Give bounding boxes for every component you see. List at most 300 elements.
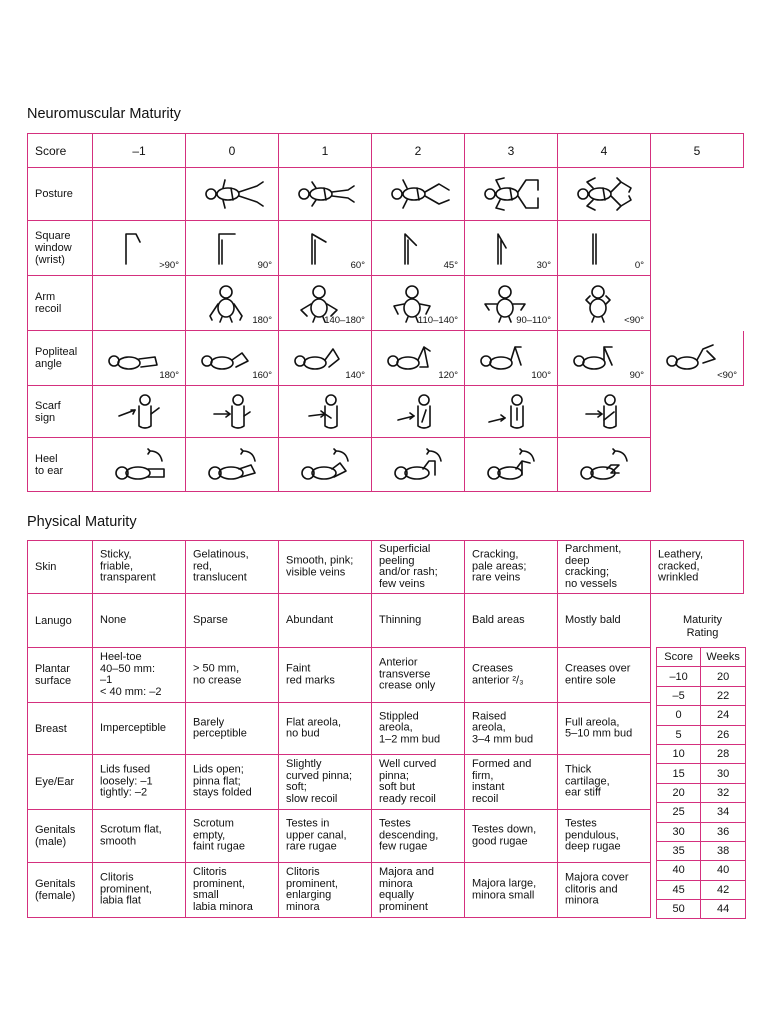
physical-row-label-cell	[27, 810, 93, 863]
maturity-header-cell: Score	[657, 648, 701, 667]
neuromuscular-table	[27, 133, 744, 492]
neuro-row-label: Square window (wrist)	[35, 230, 72, 266]
physical-cell	[465, 703, 558, 755]
figure-wrap	[482, 447, 540, 483]
physical-cell	[372, 594, 465, 648]
physical-cell-text: Testes in upper canal, rare rugae	[286, 817, 347, 853]
neuro-cell	[186, 438, 279, 492]
physical-row-label-cell	[27, 755, 93, 810]
posture-3-icon	[476, 176, 546, 212]
heel-to-ear-icon	[203, 447, 261, 483]
neuro-cell	[372, 331, 465, 386]
maturity-row	[657, 900, 746, 919]
physical-row-label: Breast	[35, 722, 67, 735]
figure-wrap	[383, 176, 453, 212]
physical-cell-text: Creases anterior ²/₃	[472, 662, 524, 686]
maturity-cell: 22	[701, 686, 746, 705]
angle-label: 180°	[252, 315, 272, 326]
maturity-cell: 20	[657, 783, 701, 802]
physical-cell-text: Full areola, 5–10 mm bud	[565, 715, 633, 740]
physical-cell-text: Imperceptible	[100, 721, 167, 734]
wrist-angle-icon	[585, 228, 611, 268]
angle-label: 90°	[629, 370, 644, 381]
score-col-0	[93, 133, 186, 168]
figure-wrap	[477, 343, 533, 373]
popliteal-angle-icon	[105, 343, 161, 373]
figure-wrap	[213, 228, 239, 268]
heel-to-ear-icon	[110, 447, 168, 483]
neuro-cell	[558, 386, 651, 438]
physical-cell	[558, 755, 651, 810]
physical-cell-text: Stippled areola, 1–2 mm bud	[379, 710, 441, 746]
figure-wrap	[120, 228, 146, 268]
figure-wrap	[487, 392, 535, 432]
physical-cell	[558, 863, 651, 918]
physical-cell	[372, 755, 465, 810]
physical-cell-text: Mostly bald	[565, 613, 621, 626]
neuro-cell	[465, 438, 558, 492]
physical-cell	[93, 810, 186, 863]
figure-wrap	[197, 176, 267, 212]
scarf-sign-icon	[394, 392, 442, 432]
physical-row-label-cell	[27, 594, 93, 648]
physical-cell	[186, 540, 279, 594]
physical-cell-text: Abundant	[286, 613, 334, 626]
heel-to-ear-icon	[296, 447, 354, 483]
maturity-rating-table	[656, 647, 746, 919]
physical-cell-text: Superficial peeling and/or rash; few veins	[379, 542, 438, 590]
figure-wrap	[580, 392, 628, 432]
score-header-label: Score	[35, 143, 67, 158]
neuro-cell	[279, 221, 372, 276]
physical-cell	[651, 540, 744, 594]
neuro-cell	[465, 221, 558, 276]
maturity-header-row	[657, 648, 746, 667]
scarf-sign-icon	[580, 392, 628, 432]
angle-label: 45°	[443, 260, 458, 271]
wrist-angle-icon	[399, 228, 425, 268]
physical-cell	[186, 755, 279, 810]
arm-recoil-icon	[574, 282, 622, 324]
neuro-cell	[372, 276, 465, 331]
physical-cell-text: Thinning	[379, 613, 422, 626]
maturity-cell: 44	[701, 900, 746, 919]
neuro-row-label-cell	[27, 331, 93, 386]
score-value: –1	[132, 143, 146, 158]
figure-wrap	[476, 176, 546, 212]
popliteal-angle-icon	[198, 343, 254, 373]
neuro-cell	[93, 438, 186, 492]
neuro-cell	[372, 168, 465, 221]
figure-wrap	[296, 447, 354, 483]
maturity-row	[657, 764, 746, 783]
angle-label: 180°	[159, 370, 179, 381]
physical-cell-text: Creases over entire sole	[565, 662, 631, 686]
physical-row-label: Skin	[35, 561, 57, 573]
wrist-angle-icon	[306, 228, 332, 268]
physical-cell	[93, 594, 186, 648]
figure-wrap	[570, 343, 626, 373]
angle-label: >90°	[159, 260, 179, 271]
neuro-cell	[372, 221, 465, 276]
heel-to-ear-icon	[575, 447, 633, 483]
physical-cell	[465, 755, 558, 810]
maturity-cell: 24	[701, 706, 746, 725]
physical-cell-text: Cracking, pale areas; rare veins	[472, 548, 527, 584]
physical-cell-text: Thick cartilage, ear stiff	[565, 763, 610, 799]
maturity-rating-title: Maturity Rating	[682, 614, 723, 639]
maturity-row	[657, 783, 746, 802]
maturity-cell: 36	[701, 822, 746, 841]
score-value: 3	[507, 143, 515, 158]
maturity-cell: 0	[657, 706, 701, 725]
neuro-cell	[558, 168, 651, 221]
score-value: 1	[321, 143, 329, 158]
maturity-cell: 30	[701, 764, 746, 783]
score-col-3	[372, 133, 465, 168]
angle-label: 90°	[257, 260, 272, 271]
physical-cell-text: Lids fused loosely: –1 tightly: –2	[100, 763, 153, 799]
physical-cell-text: > 50 mm, no crease	[193, 662, 242, 686]
neuro-cell	[279, 331, 372, 386]
physical-cell	[186, 810, 279, 863]
neuro-row-label-cell	[27, 276, 93, 331]
figure-wrap	[574, 282, 622, 324]
figure-wrap	[105, 343, 161, 373]
scarf-sign-icon	[115, 392, 163, 432]
popliteal-angle-icon	[663, 343, 719, 373]
maturity-cell: 20	[701, 667, 746, 686]
neuro-cell	[465, 276, 558, 331]
neuro-row-label-cell	[27, 221, 93, 276]
maturity-cell: 30	[657, 822, 701, 841]
physical-cell-text: Clitoris prominent, enlarging minora	[286, 865, 338, 913]
physical-cell	[372, 863, 465, 918]
figure-wrap	[110, 447, 168, 483]
posture-1-icon	[290, 176, 360, 212]
neuro-row-label-cell	[27, 438, 93, 492]
neuro-cell	[558, 276, 651, 331]
physical-cell-text: Sparse	[193, 613, 228, 626]
physical-cell-text: Bald areas	[472, 613, 525, 626]
angle-label: 140°	[345, 370, 365, 381]
maturity-cell: –5	[657, 686, 701, 705]
maturity-cell: 38	[701, 841, 746, 860]
figure-wrap	[290, 176, 360, 212]
maturity-cell: 25	[657, 803, 701, 822]
physical-title: Physical Maturity	[27, 514, 137, 530]
physical-cell	[279, 540, 372, 594]
physical-cell	[93, 863, 186, 918]
score-col-1	[186, 133, 279, 168]
angle-label: 120°	[438, 370, 458, 381]
neuro-cell	[186, 276, 279, 331]
angle-label: 60°	[350, 260, 365, 271]
popliteal-angle-icon	[291, 343, 347, 373]
physical-cell	[93, 755, 186, 810]
angle-label: <90°	[717, 370, 737, 381]
physical-cell-text: Slightly curved pinna; soft; slow recoil	[286, 757, 353, 805]
physical-row-label-cell	[27, 863, 93, 918]
figure-wrap	[575, 447, 633, 483]
figure-wrap	[394, 392, 442, 432]
neuro-cell	[279, 168, 372, 221]
maturity-row	[657, 861, 746, 880]
physical-row-label: Lanugo	[35, 614, 72, 627]
maturity-cell: 15	[657, 764, 701, 783]
popliteal-angle-icon	[477, 343, 533, 373]
physical-cell	[186, 648, 279, 703]
neuro-cell	[93, 168, 186, 221]
scarf-sign-icon	[208, 392, 256, 432]
score-col-6	[651, 133, 744, 168]
score-value: 2	[414, 143, 422, 158]
maturity-row	[657, 880, 746, 899]
neuro-cell	[279, 386, 372, 438]
physical-cell-text: None	[100, 613, 127, 626]
figure-wrap	[198, 343, 254, 373]
neuro-cell	[465, 331, 558, 386]
physical-cell	[279, 755, 372, 810]
angle-label: 160°	[252, 370, 272, 381]
physical-cell-text: Sticky, friable, transparent	[100, 548, 156, 584]
physical-cell	[372, 540, 465, 594]
physical-cell	[186, 863, 279, 918]
neuro-cell	[372, 438, 465, 492]
figure-wrap	[115, 392, 163, 432]
neuro-cell	[93, 386, 186, 438]
physical-cell-text: Anterior transverse crease only	[379, 656, 436, 692]
figure-wrap	[306, 228, 332, 268]
maturity-cell: 40	[701, 861, 746, 880]
angle-label: 0°	[634, 260, 644, 271]
physical-cell	[465, 648, 558, 703]
figure-wrap	[202, 282, 250, 324]
physical-cell	[279, 648, 372, 703]
maturity-cell: 28	[701, 744, 746, 763]
neuro-row-label: Posture	[35, 188, 73, 200]
score-header-cell	[27, 133, 93, 168]
physical-cell	[279, 810, 372, 863]
neuro-row-label: Scarf sign	[35, 399, 61, 424]
physical-cell-text: Scrotum flat, smooth	[100, 823, 162, 847]
physical-cell-text: Scrotum empty, faint rugae	[193, 817, 245, 853]
angle-label: 110–140°	[417, 315, 458, 326]
physical-cell	[558, 810, 651, 863]
physical-cell	[558, 648, 651, 703]
scarf-sign-icon	[487, 392, 535, 432]
physical-row-label-cell	[27, 540, 93, 594]
physical-row-label: Genitals (female)	[35, 878, 76, 902]
wrist-angle-icon	[120, 228, 146, 268]
physical-cell	[558, 540, 651, 594]
neuro-row-label-cell	[27, 168, 93, 221]
physical-cell-text: Majora and minora equally prominent	[379, 865, 435, 913]
score-col-5	[558, 133, 651, 168]
physical-cell-text: Majora large, minora small	[472, 877, 537, 901]
neuro-cell	[465, 386, 558, 438]
angle-label: 30°	[536, 260, 551, 271]
maturity-row	[657, 667, 746, 686]
neuro-cell	[186, 221, 279, 276]
maturity-cell: 10	[657, 744, 701, 763]
physical-cell-text: Barely perceptible	[193, 715, 247, 740]
score-value: 5	[693, 143, 701, 158]
physical-cell-text: Flat areola, no bud	[286, 715, 342, 740]
physical-cell-text: Clitoris prominent, labia flat	[100, 871, 152, 907]
maturity-row	[657, 822, 746, 841]
empty-cell	[651, 168, 744, 221]
maturity-row	[657, 725, 746, 744]
physical-cell	[93, 703, 186, 755]
neuro-cell	[279, 438, 372, 492]
figure-wrap	[389, 447, 447, 483]
physical-cell	[558, 594, 651, 648]
physical-cell-text: Heel-toe 40–50 mm: –1 < 40 mm: –2	[100, 650, 162, 698]
physical-cell	[279, 703, 372, 755]
figure-wrap	[208, 392, 256, 432]
physical-cell-text: Raised areola, 3–4 mm bud	[472, 710, 534, 746]
score-value: 0	[228, 143, 236, 158]
maturity-row	[657, 706, 746, 725]
maturity-cell: 26	[701, 725, 746, 744]
empty-cell	[651, 438, 744, 492]
maturity-cell: 32	[701, 783, 746, 802]
maturity-row	[657, 803, 746, 822]
neuro-cell	[186, 168, 279, 221]
popliteal-angle-icon	[384, 343, 440, 373]
score-col-4	[465, 133, 558, 168]
physical-cell	[186, 703, 279, 755]
physical-cell-text: Testes descending, few rugae	[379, 817, 439, 853]
physical-cell	[372, 648, 465, 703]
physical-cell-text: Clitoris prominent, small labia minora	[193, 865, 253, 913]
maturity-header-cell: Weeks	[701, 648, 746, 667]
physical-cell	[465, 594, 558, 648]
maturity-cell: 35	[657, 841, 701, 860]
neuro-cell	[186, 386, 279, 438]
neuro-cell	[558, 331, 651, 386]
empty-cell	[651, 221, 744, 276]
physical-cell	[93, 540, 186, 594]
neuro-cell	[372, 386, 465, 438]
angle-label: 140–180°	[324, 315, 365, 326]
physical-row-label: Genitals (male)	[35, 824, 76, 848]
angle-label: <90°	[624, 315, 644, 326]
score-value: 4	[600, 143, 608, 158]
physical-cell-text: Smooth, pink; visible veins	[286, 554, 354, 578]
physical-cell	[372, 703, 465, 755]
maturity-cell: –10	[657, 667, 701, 686]
popliteal-angle-icon	[570, 343, 626, 373]
physical-cell	[465, 863, 558, 918]
maturity-row	[657, 686, 746, 705]
physical-cell-text: Well curved pinna; soft but ready recoil	[379, 757, 437, 805]
arm-recoil-icon	[202, 282, 250, 324]
scarf-sign-icon	[301, 392, 349, 432]
physical-maturity-table	[27, 540, 744, 918]
heel-to-ear-icon	[482, 447, 540, 483]
neuro-cell	[279, 276, 372, 331]
figure-wrap	[569, 176, 639, 212]
neuro-row-label: Arm recoil	[35, 291, 62, 315]
maturity-cell: 45	[657, 880, 701, 899]
physical-cell-text: Formed and firm, instant recoil	[472, 757, 532, 805]
empty-cell	[651, 276, 744, 331]
neuro-row-label: Heel to ear	[35, 452, 64, 477]
figure-wrap	[399, 228, 425, 268]
physical-cell-text: Majora cover clitoris and minora	[565, 871, 629, 907]
neuro-cell	[93, 331, 186, 386]
neuro-cell	[93, 221, 186, 276]
maturity-cell: 42	[701, 880, 746, 899]
figure-wrap	[301, 392, 349, 432]
physical-row-label: Eye/Ear	[35, 776, 75, 788]
maturity-cell: 5	[657, 725, 701, 744]
angle-label: 90–110°	[516, 315, 551, 326]
neuro-cell	[186, 331, 279, 386]
neuro-row-label: Popliteal angle	[35, 346, 78, 370]
physical-row-label: Plantar surface	[35, 663, 72, 687]
physical-cell-text: Faint red marks	[286, 662, 335, 686]
physical-cell	[279, 594, 372, 648]
maturity-row	[657, 841, 746, 860]
neuro-cell	[558, 438, 651, 492]
figure-wrap	[663, 343, 719, 373]
posture-2-icon	[383, 176, 453, 212]
physical-cell-text: Testes pendulous, deep rugae	[565, 817, 621, 853]
physical-cell-text: Lids open; pinna flat; stays folded	[193, 763, 252, 799]
figure-wrap	[585, 228, 611, 268]
figure-wrap	[291, 343, 347, 373]
angle-label: 100°	[531, 370, 551, 381]
physical-row-label-cell	[27, 648, 93, 703]
score-col-2	[279, 133, 372, 168]
physical-cell-text: Testes down, good rugae	[472, 823, 537, 847]
wrist-angle-icon	[213, 228, 239, 268]
figure-wrap	[492, 228, 518, 268]
physical-cell	[186, 594, 279, 648]
posture-0-icon	[197, 176, 267, 212]
physical-cell	[465, 810, 558, 863]
neuromuscular-title: Neuromuscular Maturity	[27, 106, 181, 122]
physical-row-label-cell	[27, 703, 93, 755]
neuro-cell	[651, 331, 744, 386]
neuro-cell	[465, 168, 558, 221]
heel-to-ear-icon	[389, 447, 447, 483]
physical-cell	[558, 703, 651, 755]
neuro-cell	[93, 276, 186, 331]
figure-wrap	[384, 343, 440, 373]
figure-wrap	[203, 447, 261, 483]
physical-cell	[465, 540, 558, 594]
physical-cell-text: Leathery, cracked, wrinkled	[658, 548, 704, 584]
neuro-cell	[558, 221, 651, 276]
wrist-angle-icon	[492, 228, 518, 268]
posture-4-icon	[569, 176, 639, 212]
physical-cell-text: Gelatinous, red, translucent	[193, 548, 249, 584]
maturity-cell: 34	[701, 803, 746, 822]
neuro-row-label-cell	[27, 386, 93, 438]
maturity-cell: 40	[657, 861, 701, 880]
physical-cell	[372, 810, 465, 863]
physical-cell-text: Parchment, deep cracking; no vessels	[565, 542, 622, 590]
physical-cell	[93, 648, 186, 703]
empty-cell	[651, 386, 744, 438]
physical-cell	[279, 863, 372, 918]
maturity-cell: 50	[657, 900, 701, 919]
maturity-row	[657, 744, 746, 763]
